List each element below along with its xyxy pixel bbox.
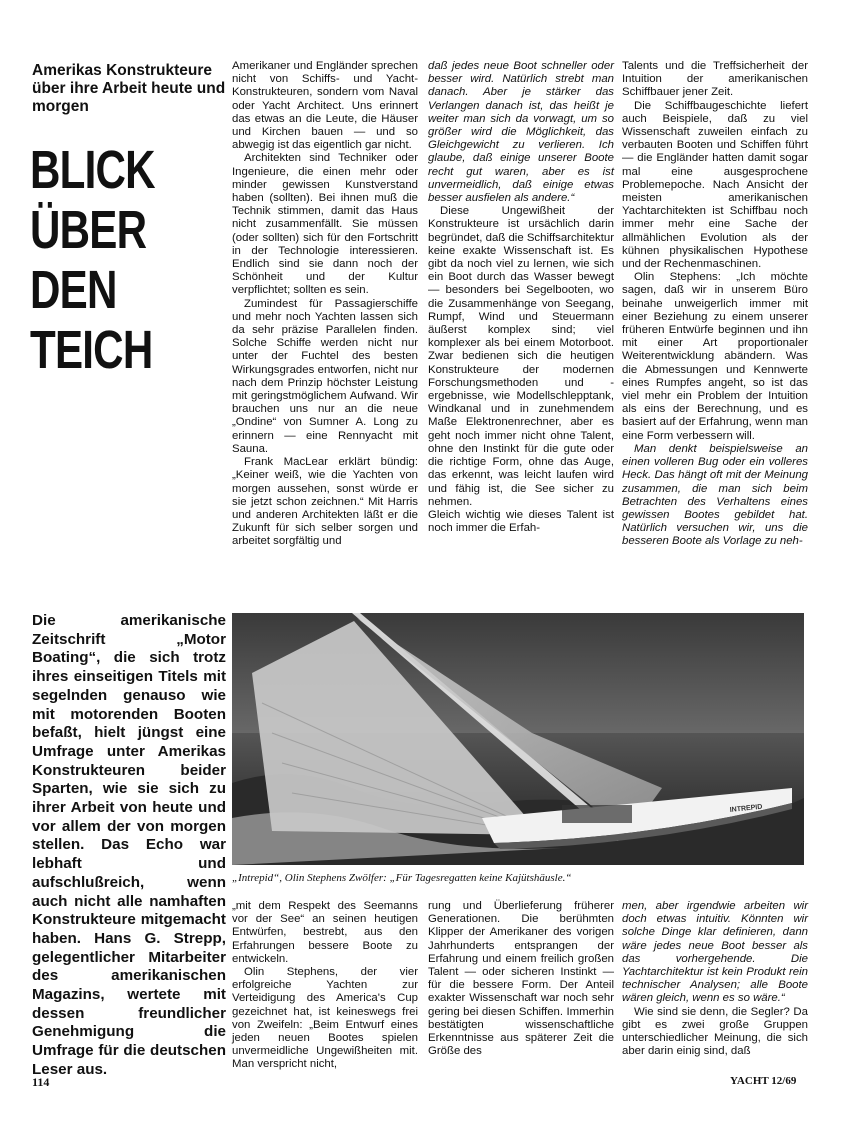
paragraph: „mit dem Respekt des Seemanns vor der See“ an seinen heutigen Entwürfen, bestrebt, aus den Erfahrungen bessere Boote zu entwickeln. — [232, 900, 418, 965]
paragraph: Die Schiffbaugeschichte liefert auch Beispiele, daß zu viel Wissenschaft zuweilen einfach zu verbauten Booten und Schiffen führt — die Engländer hatten damit sogar mal eine ausgesprochene Problemepoche. Nach Ansicht der meisten amerikanischen Yachtarchitekten ist Schiffbau noch immer mehr eine Sache der allmählichen Evolution als der kühnen physikalischen Hypothese und der Rechenmaschinen. — [622, 99, 808, 271]
paragraph: Wie sind sie denn, die Segler? Da gibt es zwei große Gruppen unterschiedlicher Meinung, die sich aber darin einig sind, daß — [622, 1005, 808, 1058]
hull-name: INTREPID — [729, 803, 763, 814]
headline-line: TEICH — [30, 320, 153, 380]
headline-line: DEN — [30, 260, 117, 320]
paragraph: Man denkt beispielsweise an einen volleren Bug oder ein volleres Heck. Das hängt oft mit der Meinung zusammen, die man sich beim Betrachten des Verhaltens eines gewissen Bootes gebildet hat. Natürlich versuchen wir, uns die besseren Boote als Vorlage zu neh- — [622, 442, 808, 548]
article-column-2 — [428, 60, 614, 535]
paragraph: Olin Stephens: „Ich möchte sagen, daß wir in unserem Büro beinahe unweigerlich immer mit einer Beziehung zu einem unserer früheren Entwürfe beginnen und ihn mit einer Art proportionaler Weiterentwicklung abändern. Was die Abmessungen und Kennwerte eines Rumpfes angeht, so ist das viel mehr ein Problem der Intuition als eins der Berechnung, und es basiert auf der Erfahrung, wenn man eine Form verbessern will. — [622, 271, 808, 442]
paragraph: Gleich wichtig wie dieses Talent ist noch immer die Erfah- — [428, 508, 614, 535]
headline-line: ÜBER — [30, 200, 147, 260]
lead-text: Die amerikanische Zeitschrift „Motor Boating“, die sich trotz ihres einseitigen Titels mit segelnden genauso wie mit motorenden Booten befaßt, hielt jüngst eine Umfrage unter Amerikas Konstrukteuren beider Sparten, wie sie sich zu ihrer Arbeit von heute und vor allem der von morgen stellen. Das Echo war lebhaft und aufschlußreich, wenn auch nicht alle namhaften Konstrukteure mitgemacht haben. Hans G. Strepp, gelegentlicher Mitarbeiter des amerikanischen Magazins, wertete mit dessen freundlicher Genehmigung die Umfrage für die deutschen Leser aus. — [32, 612, 226, 1078]
photo-caption: „Intrepid“, Olin Stephens Zwölfer: „Für Tagesregatten keine Kajütshäusle.“ — [232, 872, 572, 884]
paragraph: men, aber irgendwie arbeiten wir doch etwas intuitiv. Könnten wir solche Dinge klar definieren, dann wäre jedes neue Boot besser als das vorhergehende. Die Yachtarchitektur ist kein Produkt rein technischer Analysen; alle Boote wären gleich, wenn es so wäre.“ — [622, 900, 808, 1005]
magazine-issue: YACHT 12/69 — [730, 1075, 797, 1087]
paragraph: Amerikaner und Engländer sprechen nicht von Schiffs- und Yacht-Konstrukteuren, sondern vom Naval oder Yacht Architect. Uns erinnert das etwas an die Leute, die Häuser und Kirchen bauen — und so abwegig ist das eigentlich gar nicht. — [232, 60, 418, 152]
article-column-6 — [622, 900, 808, 1058]
paragraph: rung und Überlieferung früherer Generationen. Die berühmten Klipper der Amerikaner des vorigen Jahrhunderts entsprangen der Erfahrung und einem freilich großen Talent — oder sicheren Instinkt — für die bessere Form. Der Anteil exakter Wissenschaft war noch sehr gering bei diesen Schiffen. Immerhin bestätigten wissenschaftliche Erkenntnisse aus späterer Zeit die Größe des — [428, 900, 614, 1058]
kicker: Amerikas Konstrukteure über ihre Arbeit heute und morgen — [32, 62, 226, 115]
paragraph: daß jedes neue Boot schneller oder besser wird. Natürlich strebt man danach. Aber je stärker das Verlangen danach ist, das heißt je weiter man sich da vorwagt, um so größer wird die Möglichkeit, das Gleichgewicht zu verlieren. Ich glaube, daß einige unserer Boote recht gut waren, aber es ist unvermeidlich, daß einige etwas besser ausfielen als andere.“ — [428, 60, 614, 205]
paragraph: Olin Stephens, der vier erfolgreiche Yachten zur Verteidigung des America's Cup gezeichnet hat, ist keineswegs frei von Zweifeln: „Beim Entwurf eines jeden neuen Bootes spielen unvermeidliche Ungewißheiten mit. Man verspricht nicht, — [232, 966, 418, 1071]
page-number: 114 — [32, 1075, 50, 1089]
paragraph: Talents und die Treffsicherheit der Intuition der amerikanischen Schiffbauer jener Zeit. — [622, 60, 808, 99]
article-column-4 — [232, 900, 418, 1072]
paragraph: Frank MacLear erklärt bündig: „Keiner weiß, wie die Yachten von morgen aussehen, sonst würde er sie jetzt schon zeichnen.“ Mit Harris und anderen Architekten läßt er die Zukunft für sich selber sorgen und arbeitet sorgfältig und — [232, 456, 418, 548]
paragraph: Diese Ungewißheit der Konstrukteure ist ursächlich darin begründet, daß die Schiffsarchitektur keine exakte Wissenschaft ist. Es gibt da noch viel zu lernen, wie sich ein Boot durch das Wasser bewegt — besonders bei Segelbooten, wo die Zusammenhänge von Seegang, Rumpf, Wind und Steuermann äußerst komplex sind; viel komplexer als bei einem Motorboot. Zwar bedienen sich die heutigen Konstrukteure der modernen Forschungsmethoden und -ergebnisse, wie Modellschlepptank, Windkanal und in zunehmendem Maße Elektronenrechner, aber es geht noch immer nicht ohne Talent, ohne den Instinkt für die gute oder die richtige Form, ohne das Auge, das erkennt, was leicht laufen wird und fähig ist, die See sicher zu nehmen. — [428, 205, 614, 508]
article-column-3 — [622, 60, 808, 549]
paragraph: Zumindest für Passagierschiffe und mehr noch Yachten lassen sich da sehr präzise Parallelen finden. Solche Schiffe werden nicht nur unter der Fuchtel des besten Wirkungsgrades entworfen, nicht nur nach dem Prinzip höchster Leistung mit geringstmöglichem Aufwand. Wir brauchen uns nur an die neue „Ondine“ von Sumner A. Long zu erinnern — eine Rennyacht mit Sauna. — [232, 297, 418, 455]
headline-line: BLICK — [30, 140, 155, 200]
article-column-5 — [428, 900, 614, 1058]
yacht-photo — [232, 613, 804, 865]
article-column-1 — [232, 60, 418, 549]
headline — [30, 140, 186, 380]
paragraph: Architekten sind Techniker oder Ingenieure, die einen mehr oder minder gewissen Kunstverstand haben (sollten). Bei ihnen muß die Technik stimmen, damit das Haus nicht zusammenfällt. Sie müssen (oder sollten) sich für den Fortschritt in der Technologie interessieren. Endlich sind sie dann noch der Schönheit und der Kultur verpflichtet; sollten es sein. — [232, 152, 418, 297]
